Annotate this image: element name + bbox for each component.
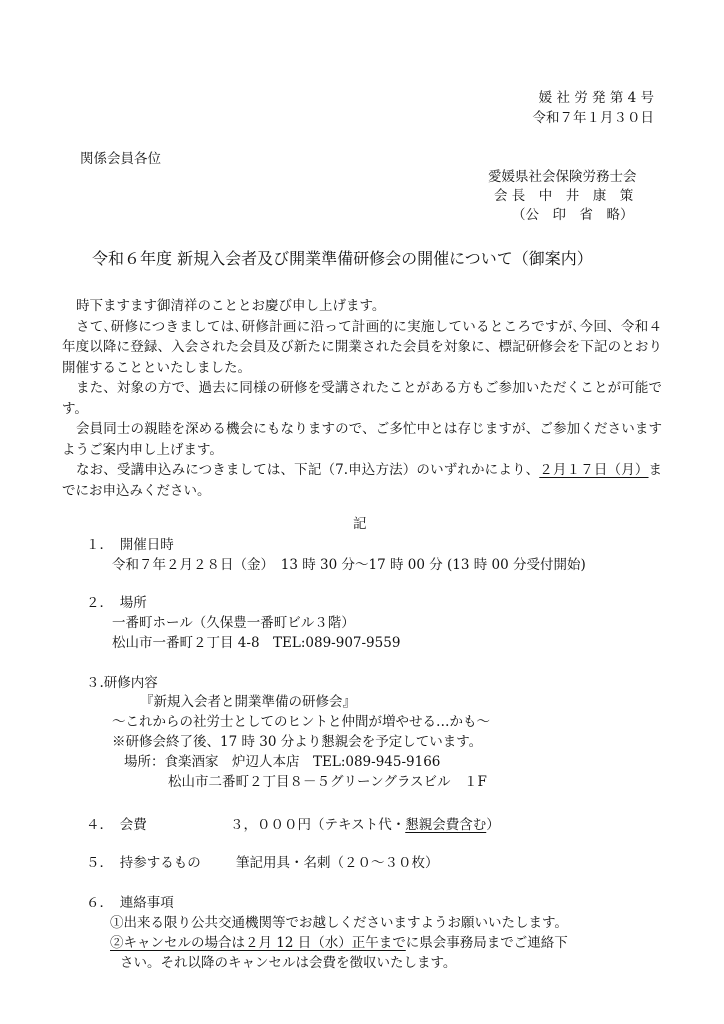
- deadline-date: ２月１７日（月）: [539, 462, 649, 478]
- section-4-heading: ４． 会費: [86, 817, 147, 833]
- issue-date: 令和７年１月３０日: [532, 110, 654, 126]
- section-3-seminar-title: 『新規入会者と開業準備の研修会』: [140, 694, 356, 710]
- section-3-heading: ３.研修内容: [86, 675, 158, 691]
- sender-org: 愛媛県社会保険労務士会: [488, 169, 637, 185]
- section-2-venue: 一番町ホール（久保豊一番町ビル３階）: [112, 615, 355, 631]
- fee-amount: ３，０００円: [230, 817, 311, 833]
- doc-number-block: [440, 88, 654, 128]
- section-3-social-venue: 場所：食楽酒家 炉辺人本店 TEL:089-945-9166: [124, 754, 441, 770]
- cancel-contact: に県会事務局までご連絡下: [405, 935, 568, 951]
- section-4-fee: [230, 815, 500, 835]
- ki-marker: 記: [353, 516, 367, 532]
- section-6-transport-note: ①出来る限り公共交通機関等でお越しくださいますようお願いいたします。: [110, 915, 568, 931]
- deadline-tail: までにお申込みください。: [62, 462, 663, 499]
- section-6-heading: ６． 連絡事項: [86, 895, 174, 911]
- section-5-items: 筆記用具・名刺（２０～３０枚）: [236, 855, 439, 871]
- cancel-deadline: ②キャンセルの場合は２月 12 日（水）正午まで: [110, 935, 406, 951]
- fee-note-suffix: ）: [486, 817, 500, 833]
- body-paragraph-deadline: [62, 460, 662, 501]
- section-6-cancel-fee: さい。それ以降のキャンセルは会費を徴収いたします。: [120, 955, 457, 971]
- section-6-cancel-note: [110, 933, 568, 953]
- section-1-heading: １． 開催日時: [86, 537, 174, 553]
- document-title: 令和６年度 新規入会者及び開業準備研修会の開催について（御案内）: [92, 249, 593, 268]
- body-paragraph-eligibility: また、対象の方で、過去に同様の研修を受講されたことがある方もご参加いただくことが可能です。: [62, 380, 662, 417]
- body-paragraph-invitation: 会員同士の親睦を深める機会にもなりますので、ご多忙中とは存じますが、ご参加くださいますようご案内申し上げます。: [62, 421, 662, 458]
- sender-person: 会 長 中 井 康 策: [494, 188, 634, 204]
- section-2-heading: ２． 場所: [86, 595, 147, 611]
- deadline-lead: なお、受講申込みにつきましては、下記（7.申込方法）のいずれかにより、: [76, 462, 540, 478]
- section-5-heading: ５． 持参するもの: [86, 855, 201, 871]
- recipients: 関係会員各位: [80, 151, 161, 167]
- body-text: [62, 296, 662, 501]
- doc-number: 媛 社 労 発 第 4 号: [538, 90, 654, 106]
- body-paragraph-purpose: さて､研修につきましては､研修計画に沿って計画的に実施しているところですが､今回、令和４年度以降に登録、入会された会員及び新たに開業された会員を対象に、標記研修会を下記のとおり開催することといたしました。: [62, 318, 662, 376]
- section-3-social-address: 松山市二番町２丁目８－５グリーングラスビル １F: [168, 774, 487, 790]
- section-3-social-note: ※研修会終了後、17 時 30 分より懇親会を予定しています。: [112, 734, 483, 750]
- fee-note-underlined: 懇親会費含む: [405, 817, 487, 833]
- fee-note-prefix: （テキスト代・: [311, 817, 406, 833]
- seal-note: （公 印 省 略）: [512, 207, 634, 223]
- section-2-address: 松山市一番町２丁目 4-8 TEL:089-907-9559: [112, 635, 401, 651]
- section-3-subtitle: ～これからの社労士としてのヒントと仲間が増やせる…かも～: [112, 714, 490, 730]
- section-1-datetime: 令和７年２月２８日（金） 13 時 30 分～17 時 00 分 (13 時 00 分受付開始): [112, 557, 586, 573]
- body-paragraph-greeting: 時下ますます御清祥のこととお慶び申し上げます。: [76, 298, 386, 314]
